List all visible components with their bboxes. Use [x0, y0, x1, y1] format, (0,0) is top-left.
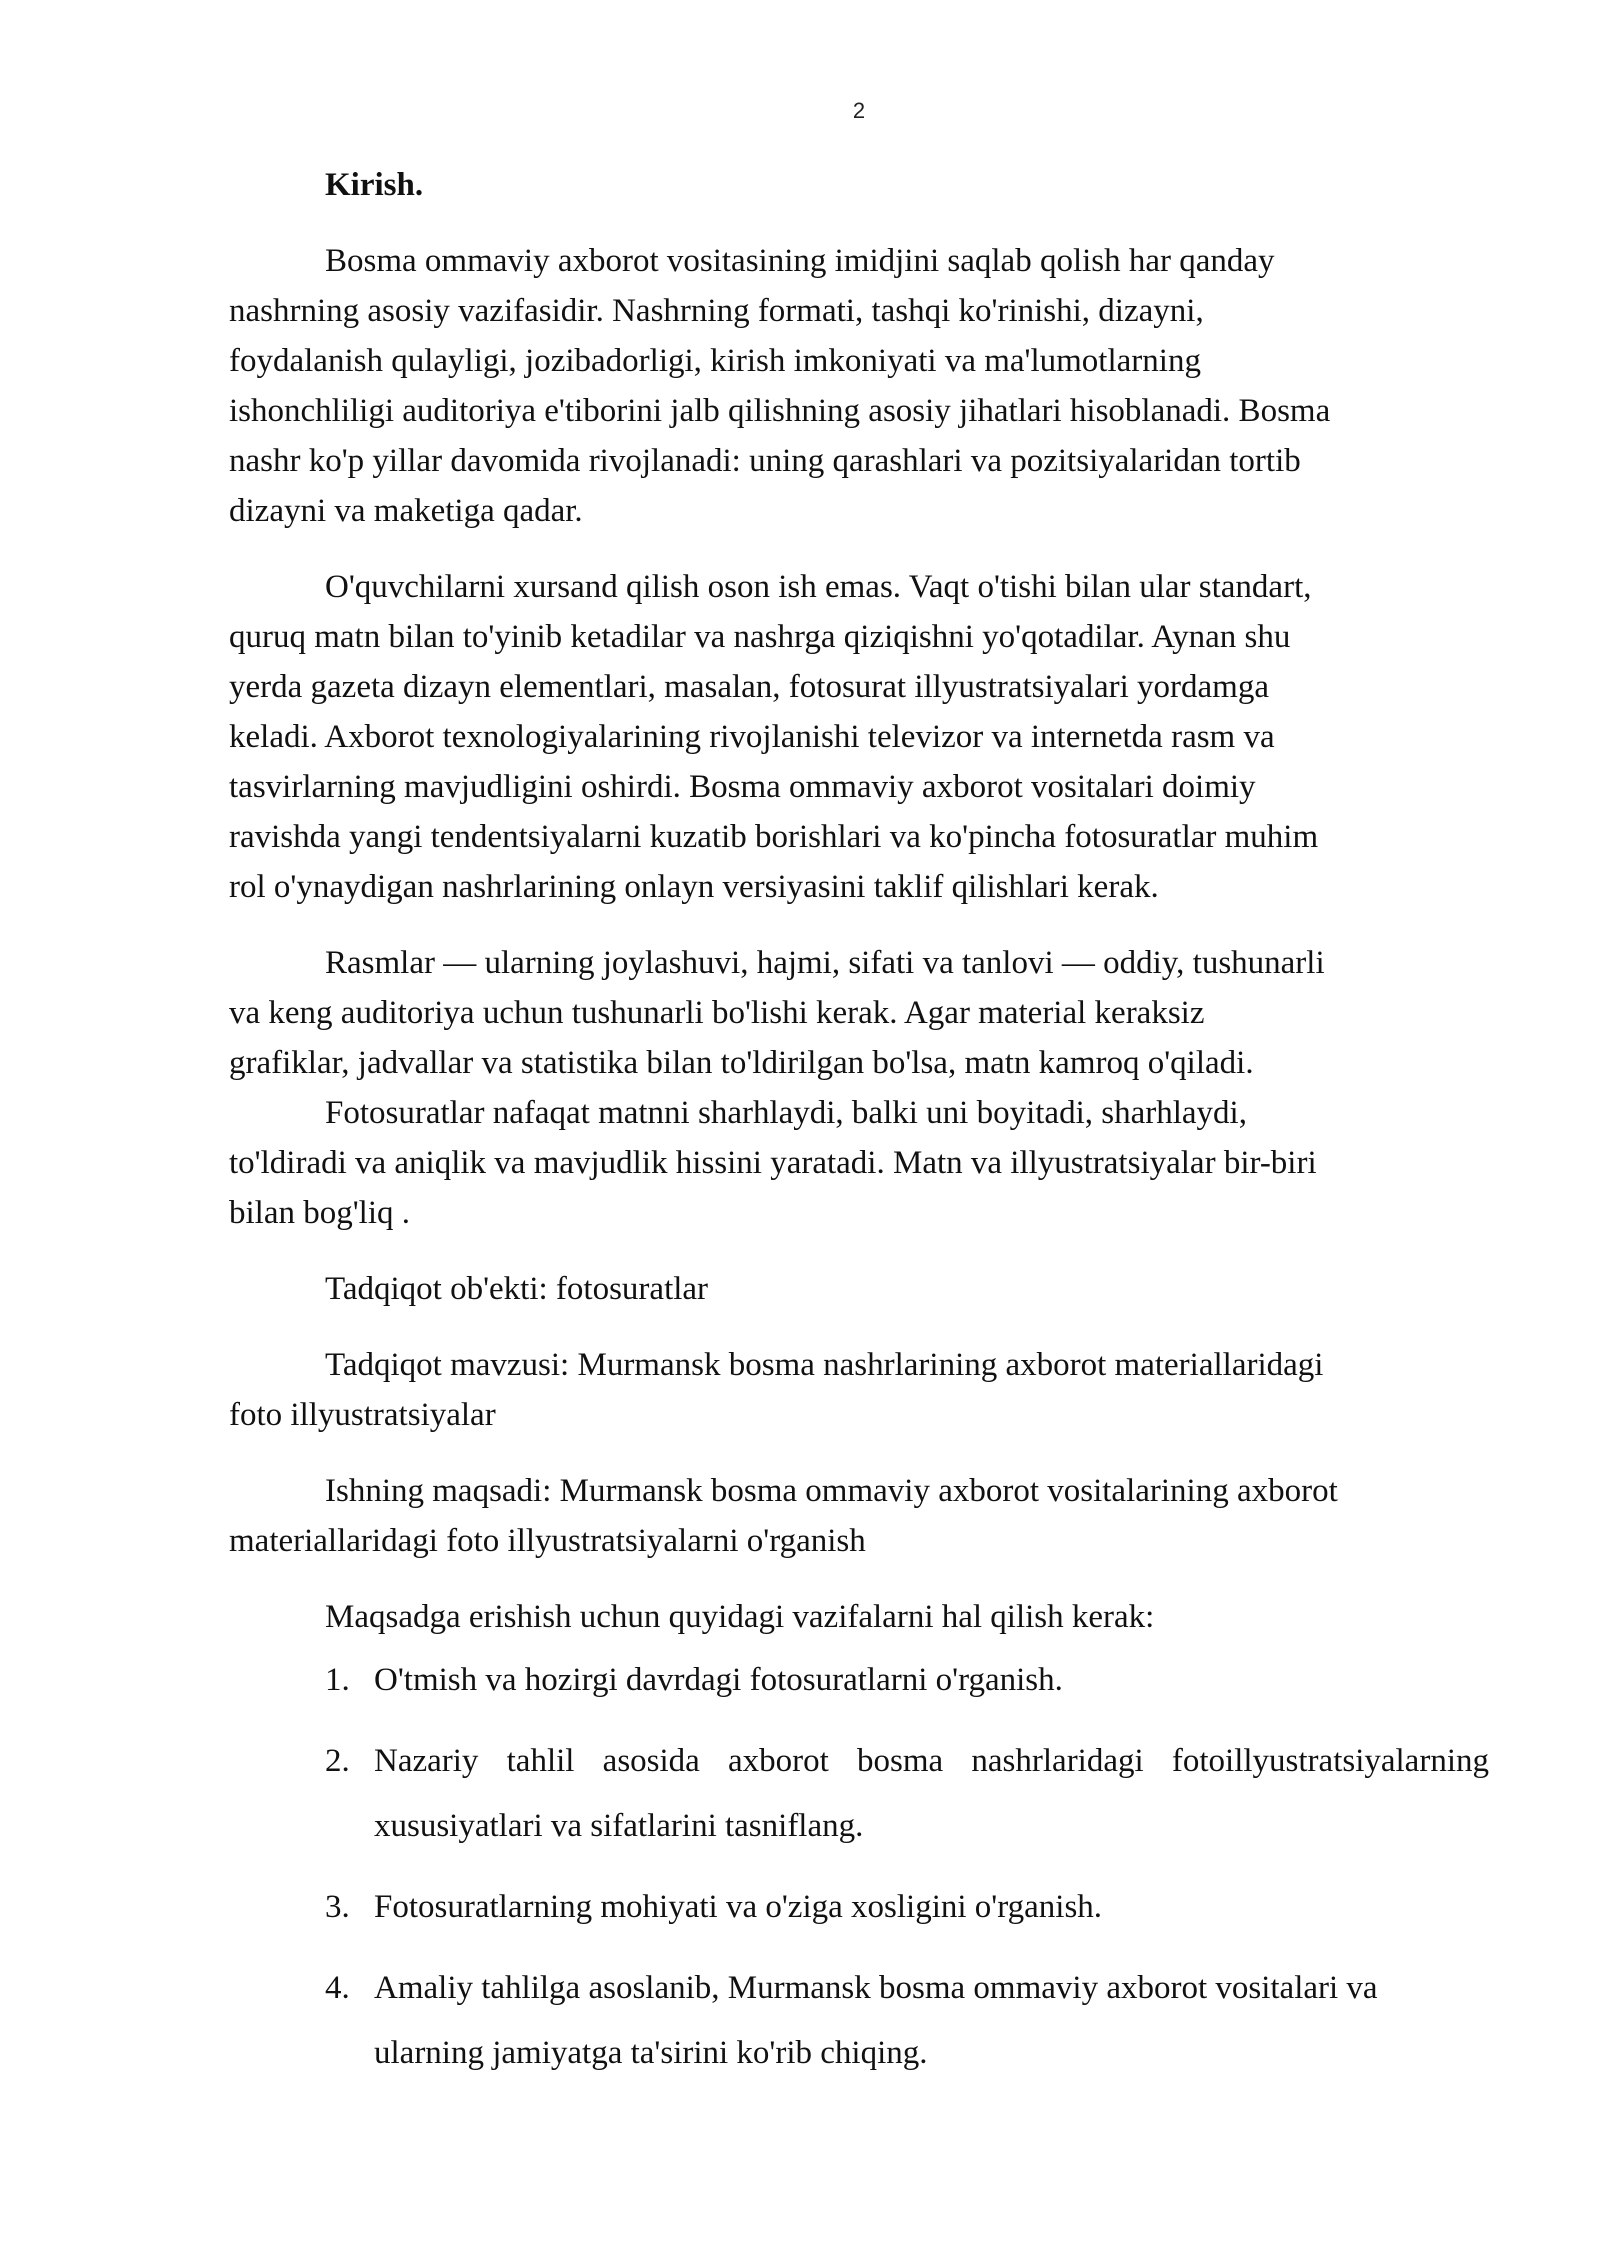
list-item [229, 1875, 1489, 1940]
paragraph-line: quruq matn bilan to'yinib ketadilar va nashrga qiziqishni yo'qotadilar. Aynan shu [229, 619, 1291, 655]
paragraph-line: Fotosuratlar nafaqat matnni sharhlaydi, balki uni boyitadi, sharhlaydi, [325, 1095, 1247, 1131]
page-body [229, 160, 1489, 2102]
list-item-number: 1. [325, 1662, 350, 1698]
paragraph-line: foto illyustratsiyalar [229, 1397, 496, 1433]
paragraph-tasks-intro [229, 1592, 1489, 1642]
paragraph-line: to'ldiradi va aniqlik va mavjudlik hissini yaratadi. Matn va illyustratsiyalar bir-biri [229, 1145, 1317, 1181]
paragraph-line: Ishning maqsadi: Murmansk bosma ommaviy axborot vositalarining axborot [325, 1473, 1338, 1509]
task-list [229, 1648, 1489, 2086]
paragraph-line: ishonchliligi auditoriya e'tiborini jalb qilishning asosiy jihatlari hisoblanadi. Bosma [229, 393, 1331, 429]
paragraph-readers [229, 562, 1489, 912]
paragraph-line: grafiklar, jadvallar va statistika bilan to'ldirilgan bo'lsa, matn kamroq o'qiladi. [229, 1045, 1254, 1081]
page-number: 2 [852, 98, 866, 123]
paragraph-research-object [229, 1264, 1489, 1314]
list-item-number: 2. [325, 1743, 350, 1779]
list-item-text: Fotosuratlarning mohiyati va o'ziga xosligini o'rganish. [374, 1889, 1103, 1925]
paragraph-line: materiallaridagi foto illyustratsiyalarni o'rganish [229, 1523, 866, 1559]
paragraph-line: tasvirlarning mavjudligini oshirdi. Bosma ommaviy axborot vositalari doimiy [229, 769, 1256, 805]
paragraph-research-subject [229, 1340, 1489, 1440]
list-item [229, 1956, 1489, 2086]
paragraph-line: keladi. Axborot texnologiyalarining rivojlanishi televizor va internetda rasm va [229, 719, 1275, 755]
paragraph-line: nashr ko'p yillar davomida rivojlanadi: uning qarashlari va pozitsiyalaridan tortib [229, 443, 1301, 479]
section-heading: Kirish. [325, 167, 424, 203]
paragraph-line: va keng auditoriya uchun tushunarli bo'lishi kerak. Agar material keraksiz [229, 995, 1205, 1031]
paragraph-intro [229, 236, 1489, 536]
list-item-number: 4. [325, 1970, 350, 2006]
paragraph-line: Maqsadga erishish uchun quyidagi vazifalarni hal qilish kerak: [325, 1599, 1155, 1635]
list-item-text: Amaliy tahlilga asoslanib, Murmansk bosma ommaviy axborot vositalari va ularning jamiyatga ta'sirini ko'rib chiqing. [374, 1970, 1378, 2071]
list-item-text: Nazariy tahlil asosida axborot bosma nashrlaridagi fotoillyustratsiyalarning xususiyatlari va sifatlarini tasniflang. [374, 1743, 1489, 1844]
paragraph-goal [229, 1466, 1489, 1566]
paragraph-line: O'quvchilarni xursand qilish oson ish emas. Vaqt o'tishi bilan ular standart, [325, 569, 1312, 605]
paragraph-line: rol o'ynaydigan nashrlarining onlayn versiyasini taklif qilishlari kerak. [229, 869, 1159, 905]
list-item [229, 1648, 1489, 1713]
paragraph-line: Tadqiqot mavzusi: Murmansk bosma nashrlarining axborot materiallaridagi [325, 1347, 1324, 1383]
list-item-number: 3. [325, 1889, 350, 1925]
paragraph-line: Rasmlar — ularning joylashuvi, hajmi, sifati va tanlovi — oddiy, tushunarli [325, 945, 1325, 981]
paragraph-line: nashrning asosiy vazifasidir. Nashrning formati, tashqi ko'rinishi, dizayni, [229, 293, 1204, 329]
list-item [229, 1729, 1489, 1859]
paragraph-line: Tadqiqot ob'ekti: fotosuratlar [325, 1271, 709, 1307]
paragraph-line: ravishda yangi tendentsiyalarni kuzatib borishlari va ko'pincha fotosuratlar muhim [229, 819, 1319, 855]
paragraph-line: dizayni va maketiga qadar. [229, 493, 583, 529]
paragraph-images [229, 938, 1489, 1088]
list-item-text: O'tmish va hozirgi davrdagi fotosuratlarni o'rganish. [374, 1662, 1063, 1698]
paragraph-photos [229, 1088, 1489, 1238]
paragraph-line: Bosma ommaviy axborot vositasining imidjini saqlab qolish har qanday [325, 243, 1275, 279]
paragraph-line: foydalanish qulayligi, jozibadorligi, kirish imkoniyati va ma'lumotlarning [229, 343, 1201, 379]
paragraph-line: bilan bog'liq . [229, 1195, 411, 1231]
paragraph-line: yerda gazeta dizayn elementlari, masalan, fotosurat illyustratsiyalari yordamga [229, 669, 1269, 705]
